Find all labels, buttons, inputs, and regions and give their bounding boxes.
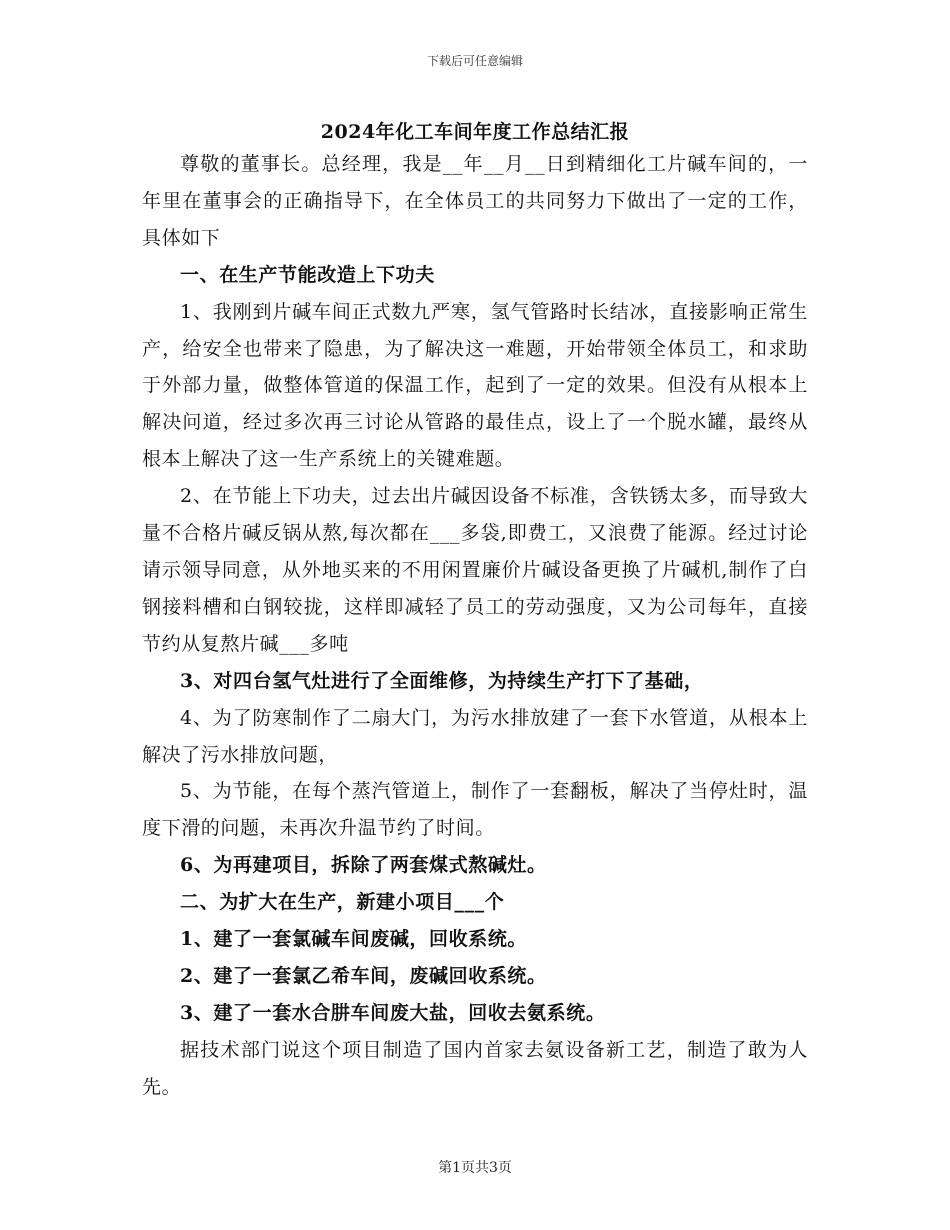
paragraph-item: 3、对四台氢气灶进行了全面维修，为持续生产打下了基础， xyxy=(180,669,704,692)
paragraph-item: 4、为了防寒制作了二扇大门，为污水排放建了一套下水管道，从根本上解决了污水排放问题， xyxy=(142,706,808,766)
paragraph-item: 2、在节能上下功夫，过去出片碱因设备不标准，含铁锈太多，而导致大量不合格片碱反锅从熬,每次都在___多袋,即费工，又浪费了能源。经过讨论请示领导同意，从外地买来的不用闲置廉价片碱设备更换了片碱机,制作了白钢接料槽和白钢较拢，这样即减轻了员工的劳动强度，又为公司每年，直接节约从复熬片碱___多吨 xyxy=(142,485,808,655)
paragraph-item: 1、建了一套氯碱车间废碱，回收系统。 xyxy=(180,928,528,951)
document-body xyxy=(142,146,808,1106)
paragraph-item: 5、为节能，在每个蒸汽管道上，制作了一套翻板，解决了当停灶时，温度下滑的问题，未再次升温节约了时间。 xyxy=(142,780,808,840)
paragraph-item: 2、建了一套氯乙希车间，废碱回收系统。 xyxy=(180,964,547,987)
paragraph-item: 3、建了一套水合肼车间废大盐，回收去氨系统。 xyxy=(180,1001,606,1024)
paragraph-item: 1、我刚到片碱车间正式数九严寒，氢气管路时长结冰，直接影响正常生产，给安全也带来了隐患，为了解决这一难题，开始带领全体员工，和求助于外部力量，做整体管道的保温工作，起到了一定的效果。但没有从根本上解决问道，经过多次再三讨论从管路的最佳点，设上了一个脱水罐，最终从根本上解决了这一生产系统上的关键难题。 xyxy=(142,300,808,471)
section-heading-1: 一、在生产节能改造上下功夫 xyxy=(180,263,435,286)
paragraph-closing: 据技术部门说这个项目制造了国内首家去氨设备新工艺，制造了敢为人先。 xyxy=(142,1038,808,1098)
page-header: 下载后可任意编辑 xyxy=(426,54,523,68)
paragraph-item: 6、为再建项目，拆除了两套煤式熬碱灶。 xyxy=(180,854,547,877)
page-number: 第1页共3页 xyxy=(438,1160,512,1176)
section-heading-2: 二、为扩大在生产，新建小项目___个 xyxy=(180,891,505,914)
paragraph-intro: 尊敬的董事长。总经理，我是__年__月__日到精细化工片碱车间的，一年里在董事会的正确指导下，在全体员工的共同努力下做出了一定的工作，具体如下 xyxy=(142,153,808,249)
document-title: 2024年化工车间年度工作总结汇报 xyxy=(320,121,630,143)
